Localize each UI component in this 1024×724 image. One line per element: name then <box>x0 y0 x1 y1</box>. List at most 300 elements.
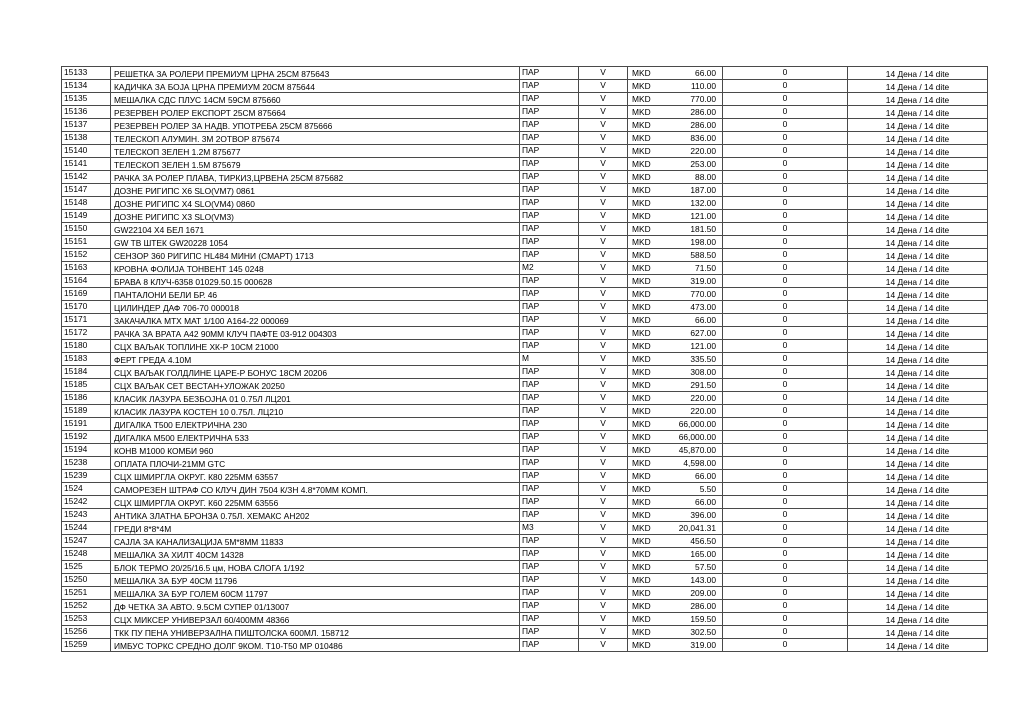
price-amount: 286.00 <box>690 601 716 611</box>
days-cell: 14 Дена / 14 dite <box>848 80 988 93</box>
v-cell: V <box>579 210 628 223</box>
name-cell: САМОРЕЗЕН ШТРАФ СО КЛУЧ ДИН 7504 К/ЗН 4.8*70ММ КОМП. <box>111 483 520 496</box>
zero-cell: 0 <box>723 327 848 340</box>
price-amount: 121.00 <box>690 211 716 221</box>
zero-cell: 0 <box>723 80 848 93</box>
code-cell: 15151 <box>62 236 111 249</box>
code-cell: 15191 <box>62 418 111 431</box>
table-row <box>62 548 988 561</box>
table-row <box>62 405 988 418</box>
price-amount: 66.00 <box>695 497 716 507</box>
currency-label: MKD <box>632 94 651 104</box>
table-row <box>62 613 988 626</box>
currency-label: MKD <box>632 575 651 585</box>
zero-cell: 0 <box>723 431 848 444</box>
code-cell: 15239 <box>62 470 111 483</box>
code-cell: 15184 <box>62 366 111 379</box>
price-amount: 66.00 <box>695 471 716 481</box>
name-cell: РЕЗЕРВЕН РОЛЕР ЗА НАДВ. УПОТРЕБА 25СМ 875666 <box>111 119 520 132</box>
v-cell: V <box>579 509 628 522</box>
code-cell: 15169 <box>62 288 111 301</box>
days-cell: 14 Дена / 14 dite <box>848 431 988 444</box>
name-cell: СЦХ МИКСЕР УНИВЕРЗАЛ 60/400ММ 48366 <box>111 613 520 626</box>
days-cell: 14 Дена / 14 dite <box>848 639 988 652</box>
v-cell: V <box>579 639 628 652</box>
unit-cell: ПАР <box>520 327 579 340</box>
unit-cell: ПАР <box>520 340 579 353</box>
price-amount: 396.00 <box>690 510 716 520</box>
unit-cell: ПАР <box>520 132 579 145</box>
name-cell: КЛАСИК ЛАЗУРА КОСТЕН 10 0.75Л. ЛЦ210 <box>111 405 520 418</box>
name-cell: ТЕЛЕСКОП АЛУМИН. 3М 2ОТВОР 875674 <box>111 132 520 145</box>
v-cell: V <box>579 431 628 444</box>
unit-cell: ПАР <box>520 639 579 652</box>
zero-cell: 0 <box>723 600 848 613</box>
days-cell: 14 Дена / 14 dite <box>848 145 988 158</box>
name-cell: МЕШАЛКА ЗА БУР ГОЛЕМ 60СМ 11797 <box>111 587 520 600</box>
unit-cell: ПАР <box>520 431 579 444</box>
code-cell: 15247 <box>62 535 111 548</box>
unit-cell: ПАР <box>520 93 579 106</box>
zero-cell: 0 <box>723 301 848 314</box>
currency-label: MKD <box>632 471 651 481</box>
currency-label: MKD <box>632 68 651 78</box>
unit-cell: ПАР <box>520 106 579 119</box>
currency-label: MKD <box>632 523 651 533</box>
days-cell: 14 Дена / 14 dite <box>848 405 988 418</box>
currency-label: MKD <box>632 107 651 117</box>
table-row <box>62 301 988 314</box>
name-cell: ТЕЛЕСКОП ЗЕЛЕН 1.2М 875677 <box>111 145 520 158</box>
table-row <box>62 340 988 353</box>
table-row <box>62 93 988 106</box>
currency-label: MKD <box>632 484 651 494</box>
zero-cell: 0 <box>723 639 848 652</box>
price-cell <box>628 210 723 223</box>
table-row <box>62 275 988 288</box>
name-cell: СЦХ ВАЉАК СЕТ ВЕСТАН+УЛОЖАК 20250 <box>111 379 520 392</box>
price-cell <box>628 379 723 392</box>
zero-cell: 0 <box>723 418 848 431</box>
code-cell: 15194 <box>62 444 111 457</box>
price-amount: 319.00 <box>690 640 716 650</box>
days-cell: 14 Дена / 14 dite <box>848 132 988 145</box>
price-cell <box>628 639 723 652</box>
price-cell <box>628 301 723 314</box>
v-cell: V <box>579 67 628 80</box>
table-row <box>62 171 988 184</box>
currency-label: MKD <box>632 562 651 572</box>
table-row <box>62 626 988 639</box>
days-cell: 14 Дена / 14 dite <box>848 379 988 392</box>
price-amount: 627.00 <box>690 328 716 338</box>
price-cell <box>628 535 723 548</box>
currency-label: MKD <box>632 419 651 429</box>
v-cell: V <box>579 470 628 483</box>
table-row <box>62 288 988 301</box>
table-row <box>62 119 988 132</box>
price-amount: 286.00 <box>690 107 716 117</box>
currency-label: MKD <box>632 393 651 403</box>
unit-cell: ПАР <box>520 314 579 327</box>
price-amount: 45,870.00 <box>678 445 716 455</box>
code-cell: 15185 <box>62 379 111 392</box>
name-cell: ТЕЛЕСКОП ЗЕЛЕН 1.5М 875679 <box>111 158 520 171</box>
zero-cell: 0 <box>723 197 848 210</box>
days-cell: 14 Дена / 14 dite <box>848 184 988 197</box>
v-cell: V <box>579 223 628 236</box>
unit-cell: ПАР <box>520 613 579 626</box>
name-cell: КРОВНА ФОЛИЈА ТОНВЕНТ 145 0248 <box>111 262 520 275</box>
currency-label: MKD <box>632 549 651 559</box>
v-cell: V <box>579 379 628 392</box>
price-cell <box>628 418 723 431</box>
price-amount: 770.00 <box>690 94 716 104</box>
days-cell: 14 Дена / 14 dite <box>848 93 988 106</box>
table-row <box>62 184 988 197</box>
unit-cell: ПАР <box>520 236 579 249</box>
days-cell: 14 Дена / 14 dite <box>848 314 988 327</box>
currency-label: MKD <box>632 120 651 130</box>
days-cell: 14 Дена / 14 dite <box>848 262 988 275</box>
v-cell: V <box>579 405 628 418</box>
price-amount: 66.00 <box>695 315 716 325</box>
days-cell: 14 Дена / 14 dite <box>848 509 988 522</box>
price-amount: 286.00 <box>690 120 716 130</box>
code-cell: 15183 <box>62 353 111 366</box>
zero-cell: 0 <box>723 236 848 249</box>
v-cell: V <box>579 626 628 639</box>
unit-cell: ПАР <box>520 418 579 431</box>
price-amount: 88.00 <box>695 172 716 182</box>
zero-cell: 0 <box>723 379 848 392</box>
unit-cell: ПАР <box>520 470 579 483</box>
name-cell: СЦХ ВАЉАК ТОПЛИНЕ ХК-Р 10СМ 21000 <box>111 340 520 353</box>
name-cell: ПАНТАЛОНИ БЕЛИ БР. 46 <box>111 288 520 301</box>
days-cell: 14 Дена / 14 dite <box>848 418 988 431</box>
v-cell: V <box>579 561 628 574</box>
currency-label: MKD <box>632 640 651 650</box>
currency-label: MKD <box>632 185 651 195</box>
v-cell: V <box>579 535 628 548</box>
price-list-body <box>62 67 988 652</box>
name-cell: ДОЗНЕ РИГИПС X3 SLO(VM3) <box>111 210 520 223</box>
table-row <box>62 145 988 158</box>
unit-cell: М <box>520 353 579 366</box>
price-cell <box>628 132 723 145</box>
unit-cell: ПАР <box>520 119 579 132</box>
price-amount: 456.50 <box>690 536 716 546</box>
name-cell: КОНВ М1000 КОМБИ 960 <box>111 444 520 457</box>
currency-label: MKD <box>632 445 651 455</box>
name-cell: ЦИЛИНДЕР ДАФ 706-70 000018 <box>111 301 520 314</box>
code-cell: 15186 <box>62 392 111 405</box>
zero-cell: 0 <box>723 340 848 353</box>
name-cell: СЕНЗОР 360 РИГИПС HL484 МИНИ (СМАРТ) 1713 <box>111 249 520 262</box>
code-cell: 15242 <box>62 496 111 509</box>
code-cell: 1524 <box>62 483 111 496</box>
unit-cell: ПАР <box>520 509 579 522</box>
code-cell: 15164 <box>62 275 111 288</box>
name-cell: РАЧКА ЗА ВРАТА А42 90ММ КЛУЧ ПАФТЕ 03-912 004303 <box>111 327 520 340</box>
name-cell: БЛОК ТЕРМО 20/25/16.5 цм, НОВА СЛОГА 1/192 <box>111 561 520 574</box>
days-cell: 14 Дена / 14 dite <box>848 587 988 600</box>
code-cell: 15137 <box>62 119 111 132</box>
days-cell: 14 Дена / 14 dite <box>848 106 988 119</box>
code-cell: 15243 <box>62 509 111 522</box>
days-cell: 14 Дена / 14 dite <box>848 613 988 626</box>
unit-cell: ПАР <box>520 223 579 236</box>
table-row <box>62 574 988 587</box>
days-cell: 14 Дена / 14 dite <box>848 496 988 509</box>
days-cell: 14 Дена / 14 dite <box>848 626 988 639</box>
code-cell: 15253 <box>62 613 111 626</box>
price-cell <box>628 262 723 275</box>
unit-cell: ПАР <box>520 67 579 80</box>
code-cell: 15136 <box>62 106 111 119</box>
unit-cell: ПАР <box>520 197 579 210</box>
unit-cell: ПАР <box>520 392 579 405</box>
currency-label: MKD <box>632 159 651 169</box>
code-cell: 15152 <box>62 249 111 262</box>
table-row <box>62 197 988 210</box>
price-cell <box>628 548 723 561</box>
days-cell: 14 Дена / 14 dite <box>848 223 988 236</box>
price-cell <box>628 509 723 522</box>
currency-label: MKD <box>632 536 651 546</box>
zero-cell: 0 <box>723 67 848 80</box>
name-cell: ДФ ЧЕТКА ЗА АВТО. 9.5СМ СУПЕР 01/13007 <box>111 600 520 613</box>
currency-label: MKD <box>632 198 651 208</box>
name-cell: РЕЗЕРВЕН РОЛЕР ЕКСПОРТ 25СМ 875664 <box>111 106 520 119</box>
days-cell: 14 Дена / 14 dite <box>848 158 988 171</box>
table-row <box>62 262 988 275</box>
unit-cell: М2 <box>520 262 579 275</box>
price-cell <box>628 106 723 119</box>
zero-cell: 0 <box>723 93 848 106</box>
table-row <box>62 249 988 262</box>
days-cell: 14 Дена / 14 dite <box>848 444 988 457</box>
price-cell <box>628 587 723 600</box>
price-cell <box>628 80 723 93</box>
currency-label: MKD <box>632 302 651 312</box>
table-row <box>62 392 988 405</box>
v-cell: V <box>579 301 628 314</box>
days-cell: 14 Дена / 14 dite <box>848 249 988 262</box>
currency-label: MKD <box>632 328 651 338</box>
zero-cell: 0 <box>723 288 848 301</box>
name-cell: GW22104 X4 БЕЛ 1671 <box>111 223 520 236</box>
unit-cell: ПАР <box>520 535 579 548</box>
unit-cell: ПАР <box>520 379 579 392</box>
zero-cell: 0 <box>723 119 848 132</box>
price-cell <box>628 613 723 626</box>
zero-cell: 0 <box>723 262 848 275</box>
price-amount: 220.00 <box>690 393 716 403</box>
code-cell: 15256 <box>62 626 111 639</box>
zero-cell: 0 <box>723 158 848 171</box>
v-cell: V <box>579 600 628 613</box>
price-amount: 121.00 <box>690 341 716 351</box>
days-cell: 14 Дена / 14 dite <box>848 574 988 587</box>
table-row <box>62 444 988 457</box>
unit-cell: ПАР <box>520 626 579 639</box>
unit-cell: ПАР <box>520 301 579 314</box>
unit-cell: ПАР <box>520 600 579 613</box>
table-row <box>62 600 988 613</box>
name-cell: БРАВА 8 КЛУЧ-6358 01029.50.15 000628 <box>111 275 520 288</box>
price-cell <box>628 93 723 106</box>
v-cell: V <box>579 392 628 405</box>
days-cell: 14 Дена / 14 dite <box>848 366 988 379</box>
unit-cell: ПАР <box>520 249 579 262</box>
currency-label: MKD <box>632 81 651 91</box>
price-cell <box>628 197 723 210</box>
currency-label: MKD <box>632 289 651 299</box>
table-row <box>62 535 988 548</box>
table-row <box>62 236 988 249</box>
price-cell <box>628 158 723 171</box>
price-cell <box>628 405 723 418</box>
table-row <box>62 418 988 431</box>
price-cell <box>628 184 723 197</box>
currency-label: MKD <box>632 250 651 260</box>
days-cell: 14 Дена / 14 dite <box>848 301 988 314</box>
table-row <box>62 470 988 483</box>
zero-cell: 0 <box>723 275 848 288</box>
unit-cell: ПАР <box>520 145 579 158</box>
table-row <box>62 106 988 119</box>
v-cell: V <box>579 483 628 496</box>
code-cell: 15135 <box>62 93 111 106</box>
currency-label: MKD <box>632 601 651 611</box>
zero-cell: 0 <box>723 184 848 197</box>
days-cell: 14 Дена / 14 dite <box>848 522 988 535</box>
unit-cell: ПАР <box>520 496 579 509</box>
v-cell: V <box>579 262 628 275</box>
table-row <box>62 67 988 80</box>
zero-cell: 0 <box>723 561 848 574</box>
table-row <box>62 210 988 223</box>
zero-cell: 0 <box>723 353 848 366</box>
unit-cell: ПАР <box>520 405 579 418</box>
v-cell: V <box>579 613 628 626</box>
currency-label: MKD <box>632 341 651 351</box>
v-cell: V <box>579 288 628 301</box>
v-cell: V <box>579 106 628 119</box>
zero-cell: 0 <box>723 626 848 639</box>
price-cell <box>628 275 723 288</box>
table-row <box>62 639 988 652</box>
price-cell <box>628 366 723 379</box>
price-cell <box>628 171 723 184</box>
price-amount: 588.50 <box>690 250 716 260</box>
price-cell <box>628 314 723 327</box>
price-amount: 770.00 <box>690 289 716 299</box>
zero-cell: 0 <box>723 483 848 496</box>
table-row <box>62 223 988 236</box>
days-cell: 14 Дена / 14 dite <box>848 327 988 340</box>
price-amount: 66.00 <box>695 68 716 78</box>
currency-label: MKD <box>632 276 651 286</box>
name-cell: СЦХ ШМИРГЛА ОКРУГ. К60 225ММ 63556 <box>111 496 520 509</box>
days-cell: 14 Дена / 14 dite <box>848 457 988 470</box>
table-row <box>62 366 988 379</box>
table-row <box>62 587 988 600</box>
days-cell: 14 Дена / 14 dite <box>848 535 988 548</box>
name-cell: МЕШАЛКА СДС ПЛУС 14СМ 59СМ 875660 <box>111 93 520 106</box>
code-cell: 15140 <box>62 145 111 158</box>
code-cell: 15238 <box>62 457 111 470</box>
table-row <box>62 431 988 444</box>
zero-cell: 0 <box>723 470 848 483</box>
price-cell <box>628 340 723 353</box>
code-cell: 15250 <box>62 574 111 587</box>
days-cell: 14 Дена / 14 dite <box>848 353 988 366</box>
currency-label: MKD <box>632 380 651 390</box>
price-cell <box>628 223 723 236</box>
price-amount: 110.00 <box>691 81 716 91</box>
days-cell: 14 Дена / 14 dite <box>848 171 988 184</box>
currency-label: MKD <box>632 172 651 182</box>
price-cell <box>628 288 723 301</box>
code-cell: 15180 <box>62 340 111 353</box>
price-cell <box>628 470 723 483</box>
zero-cell: 0 <box>723 405 848 418</box>
v-cell: V <box>579 353 628 366</box>
days-cell: 14 Дена / 14 dite <box>848 288 988 301</box>
v-cell: V <box>579 548 628 561</box>
unit-cell: ПАР <box>520 275 579 288</box>
price-cell <box>628 496 723 509</box>
price-cell <box>628 119 723 132</box>
name-cell: МЕШАЛКА ЗА БУР 40СМ 11796 <box>111 574 520 587</box>
name-cell: ФЕРТ ГРЕДА 4.10М <box>111 353 520 366</box>
currency-label: MKD <box>632 458 651 468</box>
code-cell: 1525 <box>62 561 111 574</box>
currency-label: MKD <box>632 432 651 442</box>
name-cell: ДОЗНЕ РИГИПС X6 SLO(VM7) 0861 <box>111 184 520 197</box>
currency-label: MKD <box>632 627 651 637</box>
code-cell: 15142 <box>62 171 111 184</box>
price-amount: 473.00 <box>690 302 716 312</box>
zero-cell: 0 <box>723 574 848 587</box>
days-cell: 14 Дена / 14 dite <box>848 197 988 210</box>
code-cell: 15148 <box>62 197 111 210</box>
zero-cell: 0 <box>723 106 848 119</box>
price-amount: 335.50 <box>690 354 716 364</box>
v-cell: V <box>579 340 628 353</box>
price-cell <box>628 353 723 366</box>
days-cell: 14 Дена / 14 dite <box>848 236 988 249</box>
unit-cell: ПАР <box>520 171 579 184</box>
zero-cell: 0 <box>723 392 848 405</box>
table-row <box>62 457 988 470</box>
code-cell: 15147 <box>62 184 111 197</box>
price-amount: 836.00 <box>690 133 716 143</box>
code-cell: 15141 <box>62 158 111 171</box>
currency-label: MKD <box>632 237 651 247</box>
currency-label: MKD <box>632 354 651 364</box>
name-cell: РЕШЕТКА ЗА РОЛЕРИ ПРЕМИУМ ЦРНА 25СМ 875643 <box>111 67 520 80</box>
currency-label: MKD <box>632 406 651 416</box>
code-cell: 15192 <box>62 431 111 444</box>
price-cell <box>628 457 723 470</box>
price-amount: 132.00 <box>690 198 716 208</box>
price-cell <box>628 561 723 574</box>
v-cell: V <box>579 444 628 457</box>
zero-cell: 0 <box>723 444 848 457</box>
